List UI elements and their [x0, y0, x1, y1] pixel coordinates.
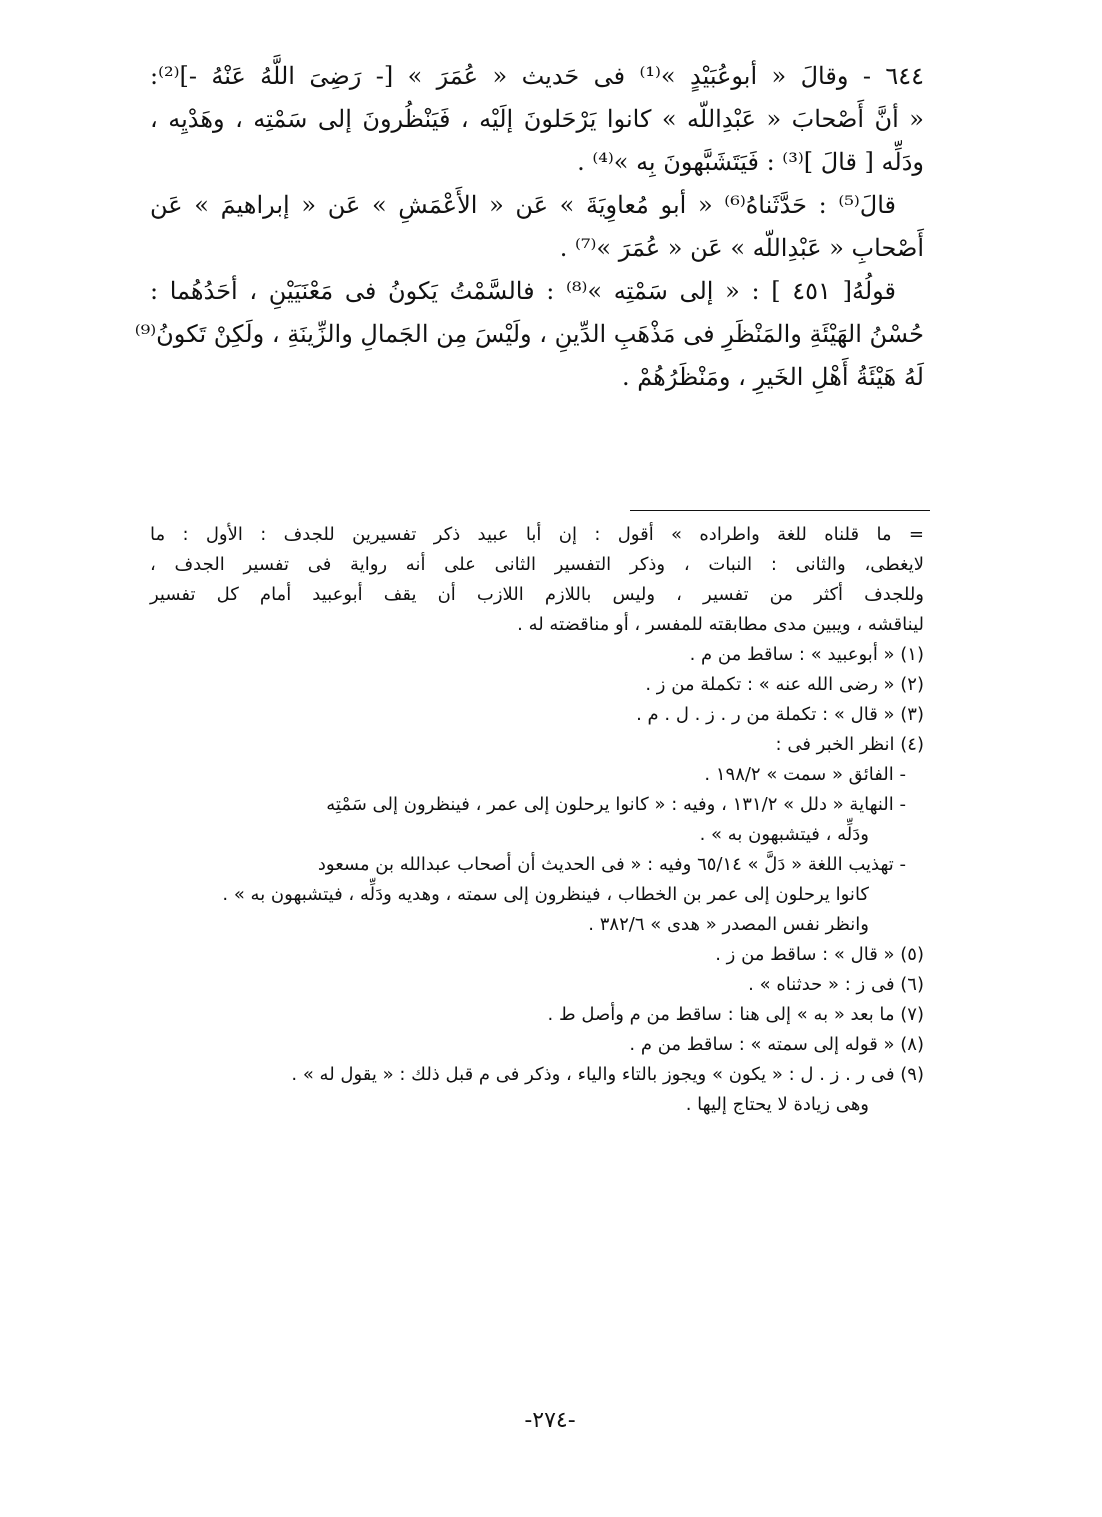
main-line: « أنَّ أَصْحابَ « عَبْدِاللّه » كانوا يَرْحَلونَ إلَيْه ، فَيَنْظُرونَ إلى سَمْتِه ، وهَدْيِه ، — [150, 105, 924, 133]
footnote-9-cont: وهى زيادة لا يحتاج إليها . — [685, 1094, 869, 1115]
footnote-continuation-line: لايغطى، والثانى : النبات ، وذكر التفسير الثانى على أنه رواية فى تفسير الجدف ، — [150, 554, 924, 575]
footnote-2: (٢) « رضى الله عنه » : تكملة من ز . — [645, 674, 924, 695]
footnote-4-source: - تهذيب اللغة « دَلَّ » ٦٥/١٤ وفيه : « فى الحديث أن أصحاب عبدالله بن مسعود — [317, 854, 906, 875]
footnote-4-source: - النهاية « دلل » ١٣١/٢ ، وفيه : « كانوا يرحلون إلى عمر ، فينظرون إلى سَمْتِه — [326, 794, 906, 815]
footnote-8: (٨) « قوله إلى سمته » : ساقط من م . — [629, 1034, 924, 1055]
footnote-4-source-cont: كانوا يرحلون إلى عمر بن الخطاب ، فينظرون إلى سمته ، وهديه ودَلِّه ، فيتشبهون به » . — [222, 884, 869, 905]
main-line: أَصْحابِ « عَبْدِاللّه » عَن « عُمَرَ »⁽⁷⁾ . — [559, 234, 924, 262]
main-line: حُسْنُ الهَيْئَةِ والمَنْظَرِ فى مَذْهَبِ الدِّينِ ، ولَيْسَ مِن الجَمالِ والزِّينَةِ ، ولَكِنْ تَكونُ⁽⁹⁾ — [134, 320, 924, 348]
footnotes-block — [150, 520, 924, 1120]
main-line: قولُهُ[ ٤٥١ ] : « إلى سَمْتِه »⁽⁸⁾ : فالسَّمْتُ يَكونُ فى مَعْنَيَيْنِ ، أحَدُهُما : — [150, 277, 897, 305]
footnote-4-source-cont: ودَلِّه ، فيتشبهون به » . — [699, 824, 869, 845]
footnote-continuation-line: = ما قلناه للغة واطراده » أقول : إن أبا عبيد ذكر تفسيرين للجدف : الأول : ما — [150, 524, 924, 545]
main-line: ٦٤٤ - وقالَ « أبوعُبَيْدٍ »⁽¹⁾ فى حَديث « عُمَرَ » [- رَضِىَ اللَّهُ عَنْهُ -]⁽²⁾: — [150, 62, 924, 90]
footnote-1: (١) « أبوعبيد » : ساقط من م . — [689, 644, 924, 665]
footnote-3: (٣) « قال » : تكملة من ر . ز . ل . م . — [636, 704, 924, 725]
page-number: -٢٧٤- — [524, 1408, 576, 1433]
main-line: قالَ⁽⁵⁾ : حَدَّثَناهُ⁽⁶⁾ « أبو مُعاوِيَةَ » عَن « الأَعْمَشِ » عَن « إبراهيمَ » عَن — [150, 191, 896, 219]
footnote-4-source: - الفائق « سمت » ١٩٨/٢ . — [704, 764, 906, 785]
footnote-4-source-cont: وانظر نفس المصدر « هدى » ٣٨٢/٦ . — [588, 914, 869, 935]
footnote-7: (٧) ما بعد « به » إلى هنا : ساقط من م وأصل ط . — [547, 1004, 924, 1025]
main-text-block — [134, 55, 924, 399]
footnote-4: (٤) انظر الخبر فى : — [775, 734, 924, 755]
footnote-5: (٥) « قال » : ساقط من ز . — [715, 944, 924, 965]
footnote-6: (٦) فى ز : « حدثناه » . — [748, 974, 924, 995]
footnote-separator — [630, 510, 930, 511]
footnote-continuation-line: ليناقشه ، ويبين مدى مطابقته للمفسر ، أو مناقضته له . — [517, 614, 924, 635]
main-line: ودَلِّه [ قالَ ]⁽³⁾ : فَيَتَشَبَّهونَ بِه »⁽⁴⁾ . — [577, 148, 924, 176]
main-line: لَهُ هَيْئَةُ أَهْلِ الخَيرِ ، ومَنْظَرُهُمْ . — [621, 363, 924, 391]
footnote-continuation-line: وللجدف أكثر من تفسير ، وليس باللازم اللازب أن يقف أبوعبيد أمام كل تفسير — [150, 584, 924, 605]
footnote-9: (٩) فى ر . ز . ل : « يكون » ويجوز بالتاء والياء ، وذكر فى م قبل ذلك : « يقول له » . — [291, 1064, 924, 1085]
